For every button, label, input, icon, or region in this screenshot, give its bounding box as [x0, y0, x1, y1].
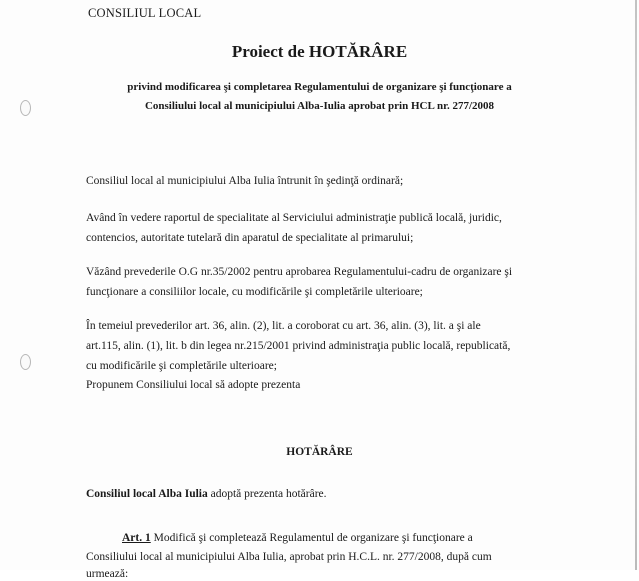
- paragraph-proposal: Propunem Consiliului local să adopte prezenta: [86, 379, 301, 391]
- subtitle-line: Consiliului local al municipiului Alba-Iulia aprobat prin HCL nr. 277/2008: [144, 100, 495, 112]
- paragraph-legal-basis-line: În temeiul prevederilor art. 36, alin. (2), lit. a coroborat cu art. 36, alin. (3), lit. a şi ale: [86, 320, 481, 332]
- article-1-label: Art. 1: [122, 532, 151, 544]
- adoption-council-name: Consiliul local Alba Iulia: [86, 488, 208, 500]
- subtitle-line: privind modificarea şi completarea Regulamentului de organizare şi funcţionare a: [127, 81, 512, 93]
- punch-hole-mark: [20, 354, 31, 370]
- paragraph-report-line: contencios, autoritate tutelară din aparatul de specialitate al primarului;: [86, 232, 414, 244]
- paragraph-og-line: Văzând prevederile O.G nr.35/2002 pentru aprobarea Regulamentului-cadru de organizare şi: [86, 266, 513, 278]
- paragraph-council-session: Consiliul local al municipiului Alba Iulia întrunit în şedinţă ordinară;: [86, 175, 404, 187]
- article-1-line: [122, 531, 473, 545]
- council-header: CONSILIUL LOCAL: [88, 6, 202, 20]
- adoption-statement: [86, 487, 327, 501]
- article-1-line: urmează:: [86, 568, 129, 580]
- document-title: Proiect de HOTĂRÂRE: [231, 42, 408, 61]
- article-1-text: Modifică şi completează Regulamentul de organizare şi funcţionare a: [150, 532, 473, 544]
- paragraph-legal-basis-line: cu modificările şi completările ulterioare;: [86, 360, 277, 372]
- adoption-text: adoptă prezenta hotărâre.: [207, 488, 327, 500]
- paragraph-report-line: Având în vedere raportul de specialitate al Serviciului administraţie publică locală, juridic,: [86, 212, 502, 224]
- paragraph-legal-basis-line: art.115, alin. (1), lit. b din legea nr.215/2001 privind administraţia public locală, republicată,: [86, 340, 511, 352]
- section-heading: HOTĂRÂRE: [286, 446, 353, 458]
- article-1-line: Consiliului local al municipiului Alba Iulia, aprobat prin H.C.L. nr. 277/2008, după cum: [86, 551, 492, 563]
- paragraph-og-line: funcţionare a consiliilor locale, cu modificările şi completările ulterioare;: [86, 286, 423, 298]
